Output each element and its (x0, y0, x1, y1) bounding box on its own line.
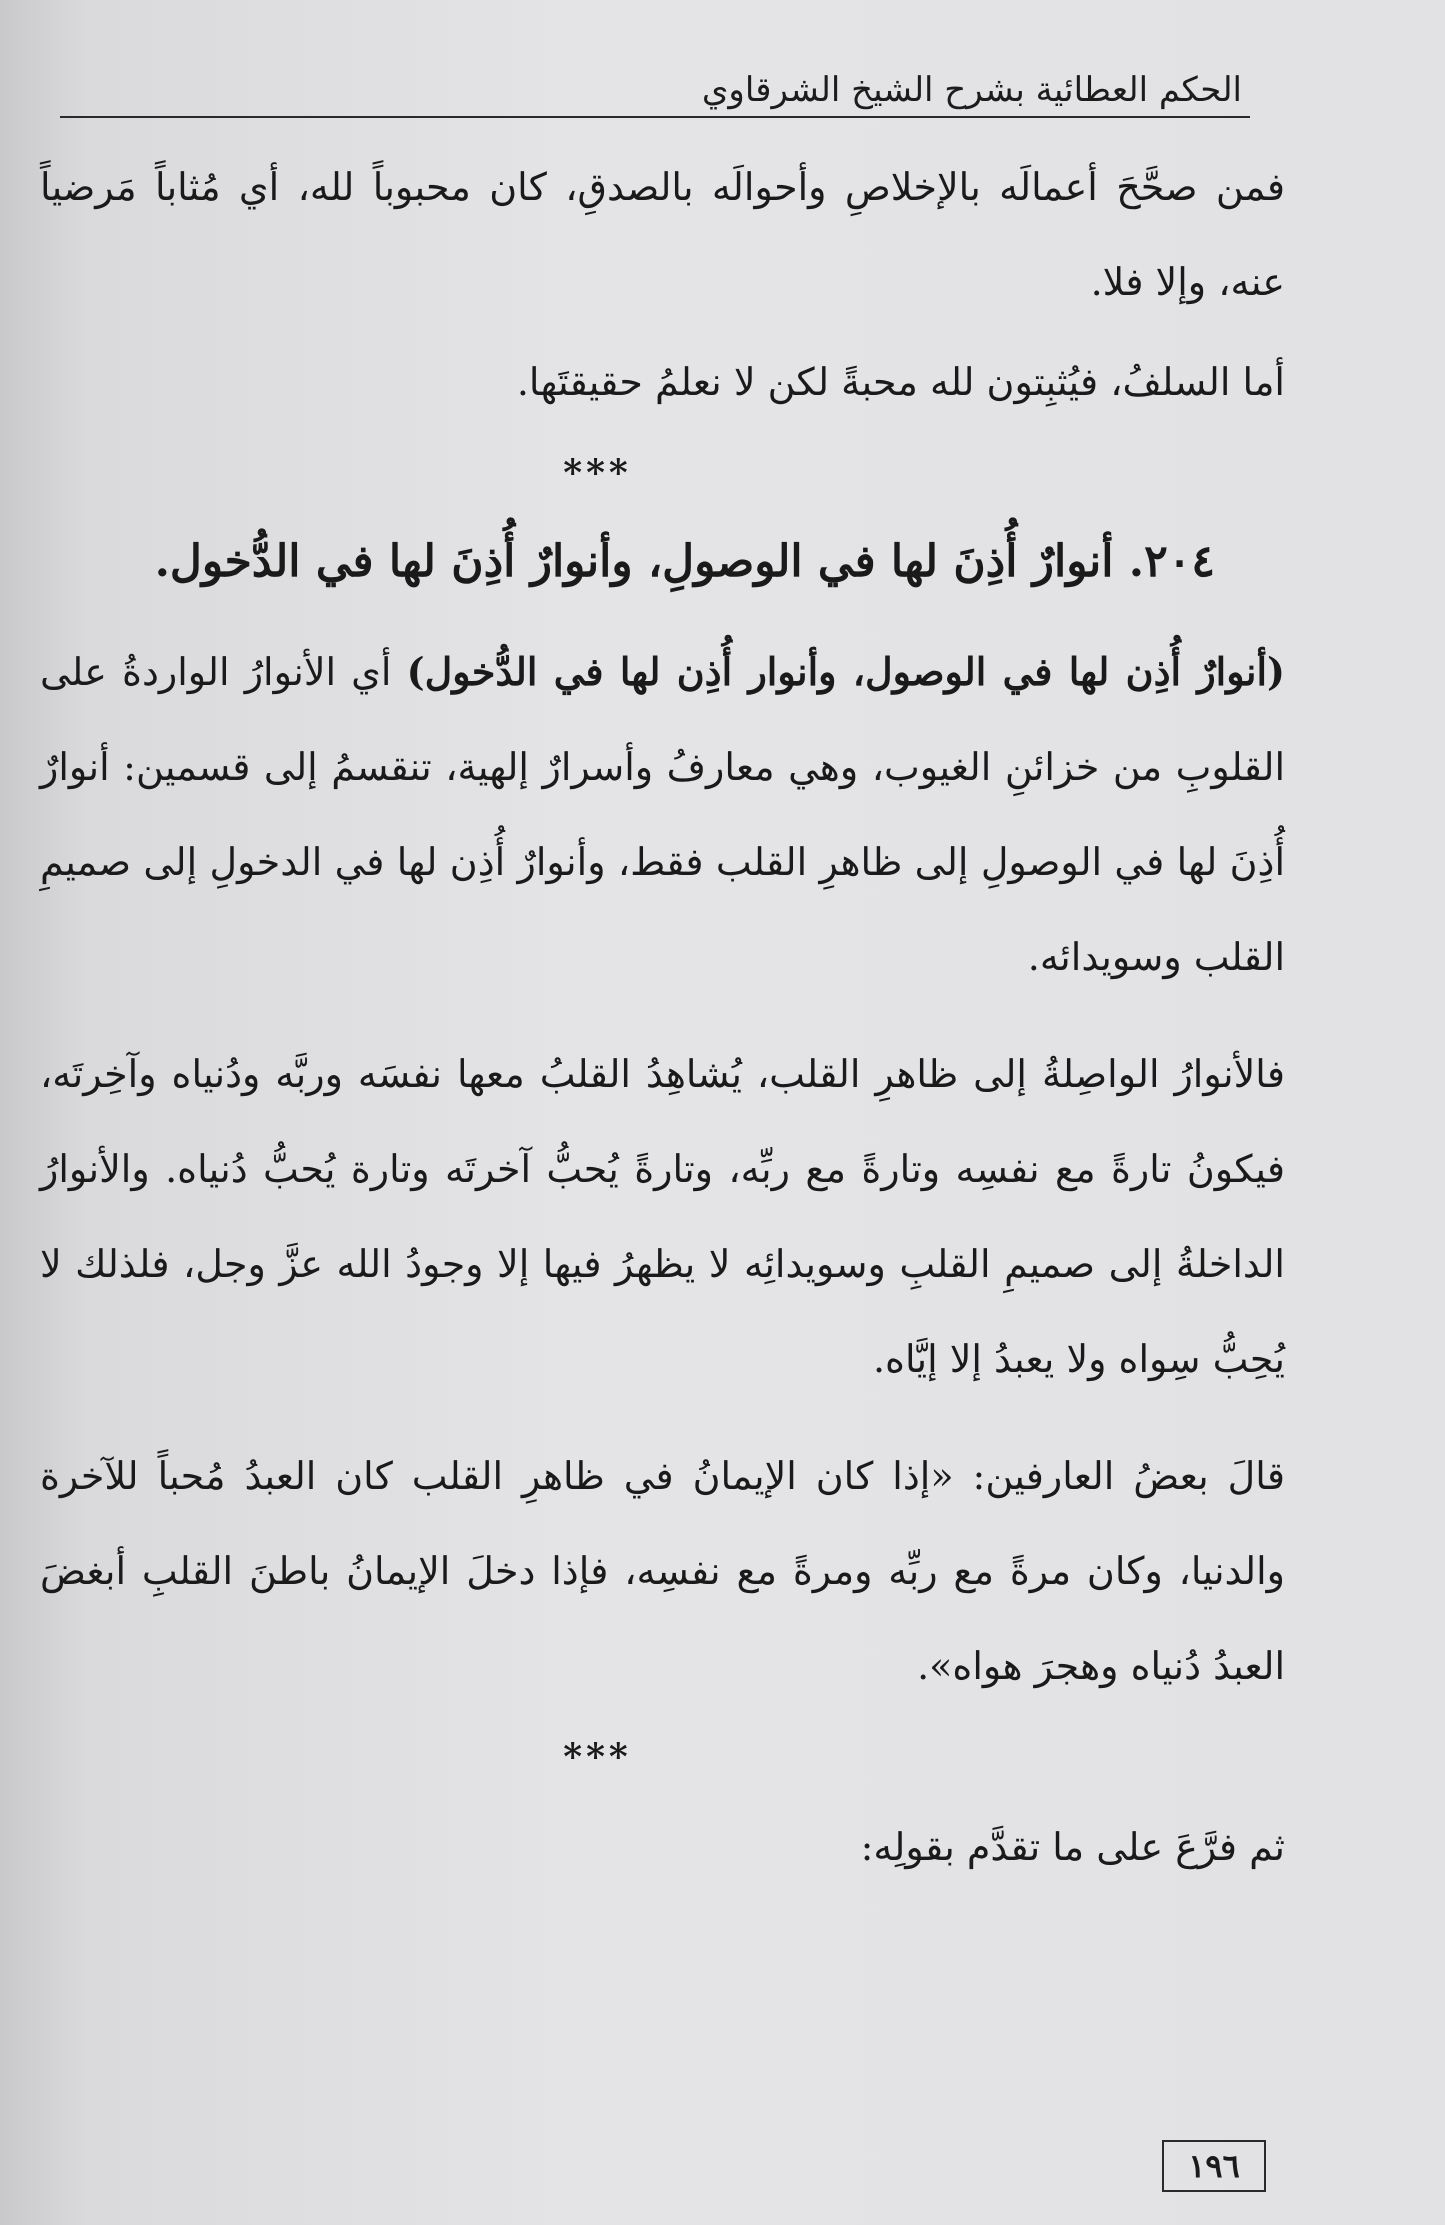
paragraph-6: ثم فرَّعَ على ما تقدَّم بقولِه: (860, 1825, 1285, 1869)
paragraph-3-text: أي الأنوارُ الواردةُ على القلوبِ من خزائنِ الغيوب، وهي معارفُ وأسرارٌ إلهية، تنقسمُ إلى قسمين: أنوارٌ أُذِنَ لها في الوصولِ إلى ظاهرِ القلب فقط، وأنوارٌ أُذِن لها في الدخولِ إلى صميمِ القلب وسويدائه. (40, 650, 1285, 979)
page-body (40, 140, 1285, 1895)
paragraph-4: فالأنوارُ الواصِلةُ إلى ظاهرِ القلب، يُشاهِدُ القلبُ معها نفسَه وربَّه ودُنياه وآخِرتَه، فيكونُ تارةً مع نفسِه وتارةً مع ربِّه، وتارةً يُحبُّ آخرتَه وتارة يُحبُّ دُنياه. والأنوارُ الداخلةُ إلى صميمِ القلبِ وسويدائِه لا يظهرُ فيها إلا وجودُ الله عزَّ وجل، فلذلك لا يُحِبُّ سِواه ولا يعبدُ إلا إيَّاه. (40, 1052, 1285, 1381)
quoted-aphorism: (أنوارٌ أُذِن لها في الوصول، وأنوار أُذِن لها في الدُّخول) (406, 649, 1285, 694)
paragraph-2: أما السلفُ، فيُثبِتون لله محبةً لكن لا نعلمُ حقيقتَها. (516, 360, 1285, 404)
section-separator-1: *** (563, 452, 632, 494)
aphorism-heading: ٢٠٤. أنوارٌ أُذِنَ لها في الوصولِ، وأنوارٌ أُذِنَ لها في الدُّخول. (154, 536, 1215, 587)
paragraph-3 (40, 624, 1285, 1005)
page-header (60, 52, 1250, 118)
page-number: ١٩٦ (1162, 2140, 1266, 2192)
paragraph-5: قالَ بعضُ العارفين: «إذا كان الإيمانُ في ظاهرِ القلب كان العبدُ مُحباً للآخرة والدنيا، وكان مرةً مع ربِّه ومرةً مع نفسِه، فإذا دخلَ الإيمانُ باطنَ القلبِ أبغضَ العبدُ دُنياه وهجرَ هواه». (40, 1454, 1285, 1688)
paragraph-1: فمن صحَّحَ أعمالَه بالإخلاصِ وأحوالَه بالصدقِ، كان محبوباً لله، أي مُثاباً مَرضياً عنه، وإلا فلا. (40, 165, 1285, 304)
running-title: الحكم العطائية بشرح الشيخ الشرقاوي (701, 70, 1242, 110)
section-separator-2: *** (563, 1736, 632, 1778)
